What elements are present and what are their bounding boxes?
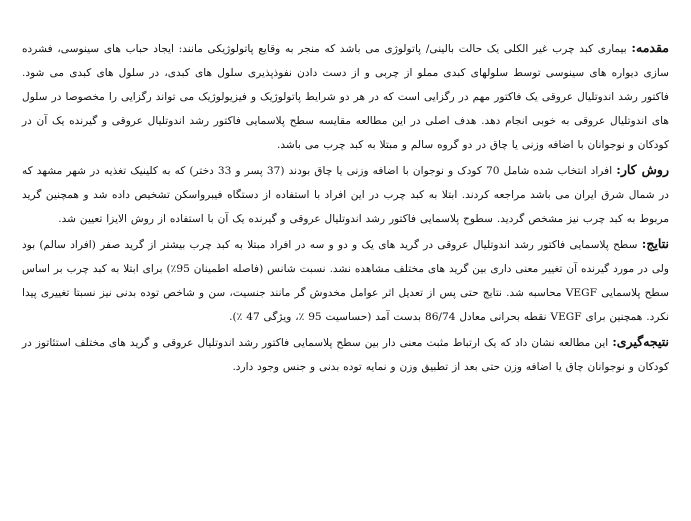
results-heading: نتایج:: [641, 236, 669, 251]
methods-text: افراد انتخاب شده شامل 70 کودک و نوجوان با اضافه وزنی یا چاق بودند (37 پسر و 33 دختر) که به کلینیک تغذیه در شهر مشهد که در شمال شرق ایران می باشد مراجعه کردند. ابتلا به کبد چرب در این افراد با استفاده از دستگاه فیبرواسکن تشخیص داده شد و همچنین گرید مربوط به کبد چرب نیز مشخص گردید. سطوح پلاسمایی فاکتور رشد اندوتلیال عروقی و گیرنده یک آن با استفاده از روش الایزا تعیین شد.: [22, 165, 669, 225]
section-introduction: [22, 36, 669, 157]
results-text: سطح پلاسمایی فاکتور رشد اندوتلیال عروقی در گرید های یک و دو و سه در افراد مبتلا به کبد چرب بیشتر از گرید صفر (افراد سالم) بود ولی در مورد گیرنده آن تغییر معنی داری بین گرید های مختلف مشاهده نشد. نسبت شانس (فاصله اطمینان 95٪) برای ابتلا به کبد چرب بر اساس سطح پلاسمایی VEGF محاسبه شد. نتایج حتی پس از تعدیل اثر عوامل مخدوش گر مانند جنسیت، سن و شاخص توده بدنی نیز نسبتا تغییری پیدا نکرد. همچنین برای VEGF نقطه بحرانی معادل 86/74 بدست آمد (حساسیت 95 ٪، ویژگی 47 ٪).: [22, 239, 670, 323]
introduction-heading: مقدمه:: [631, 40, 669, 55]
section-conclusion: [22, 330, 669, 379]
conclusion-text: این مطالعه نشان داد که یک ارتباط مثبت معنی دار بین سطح پلاسمایی فاکتور رشد اندوتلیال عروقی و گرید های مختلف استئاتوز در کودکان و نوجوانان چاق یا اضافه وزن حتی بعد از تطبیق وزن و نمایه توده بدنی و جنس وجود دارد.: [22, 337, 669, 373]
introduction-text: بیماری کبد چرب غیر الکلی یک حالت بالینی/ پاتولوژی می باشد که منجر به وقایع پاتولوژیکی مانند: ایجاد حباب های سینوسی، فشرده سازی دیواره های سینوسی توسط سلولهای کبدی مملو از چربی و از دست دادن نفوذپذیری سلول های کبدی، در سلول های کبدی می شود. فاکتور رشد اندوتلیال عروقی یک فاکتور مهم در رگزایی است که در هر دو شرایط پاتولوژیک و فیزیولوژیک می تواند رگزایی را مخصوصا در سلول های اندوتلیال عروقی به خوبی انجام دهد. هدف اصلی در این مطالعه مقایسه سطح پلاسمایی فاکتور رشد اندوتلیال عروقی و گیرنده یک آن در کودکان و نوجوانان با اضافه وزنی یا چاق در دو گروه سالم و مبتلا به کبد چرب می باشد.: [22, 43, 669, 151]
section-methods: [22, 158, 669, 231]
conclusion-heading: نتیجه‌گیری:: [612, 334, 669, 349]
section-results: [22, 232, 669, 329]
methods-heading: روش کار:: [616, 162, 670, 177]
